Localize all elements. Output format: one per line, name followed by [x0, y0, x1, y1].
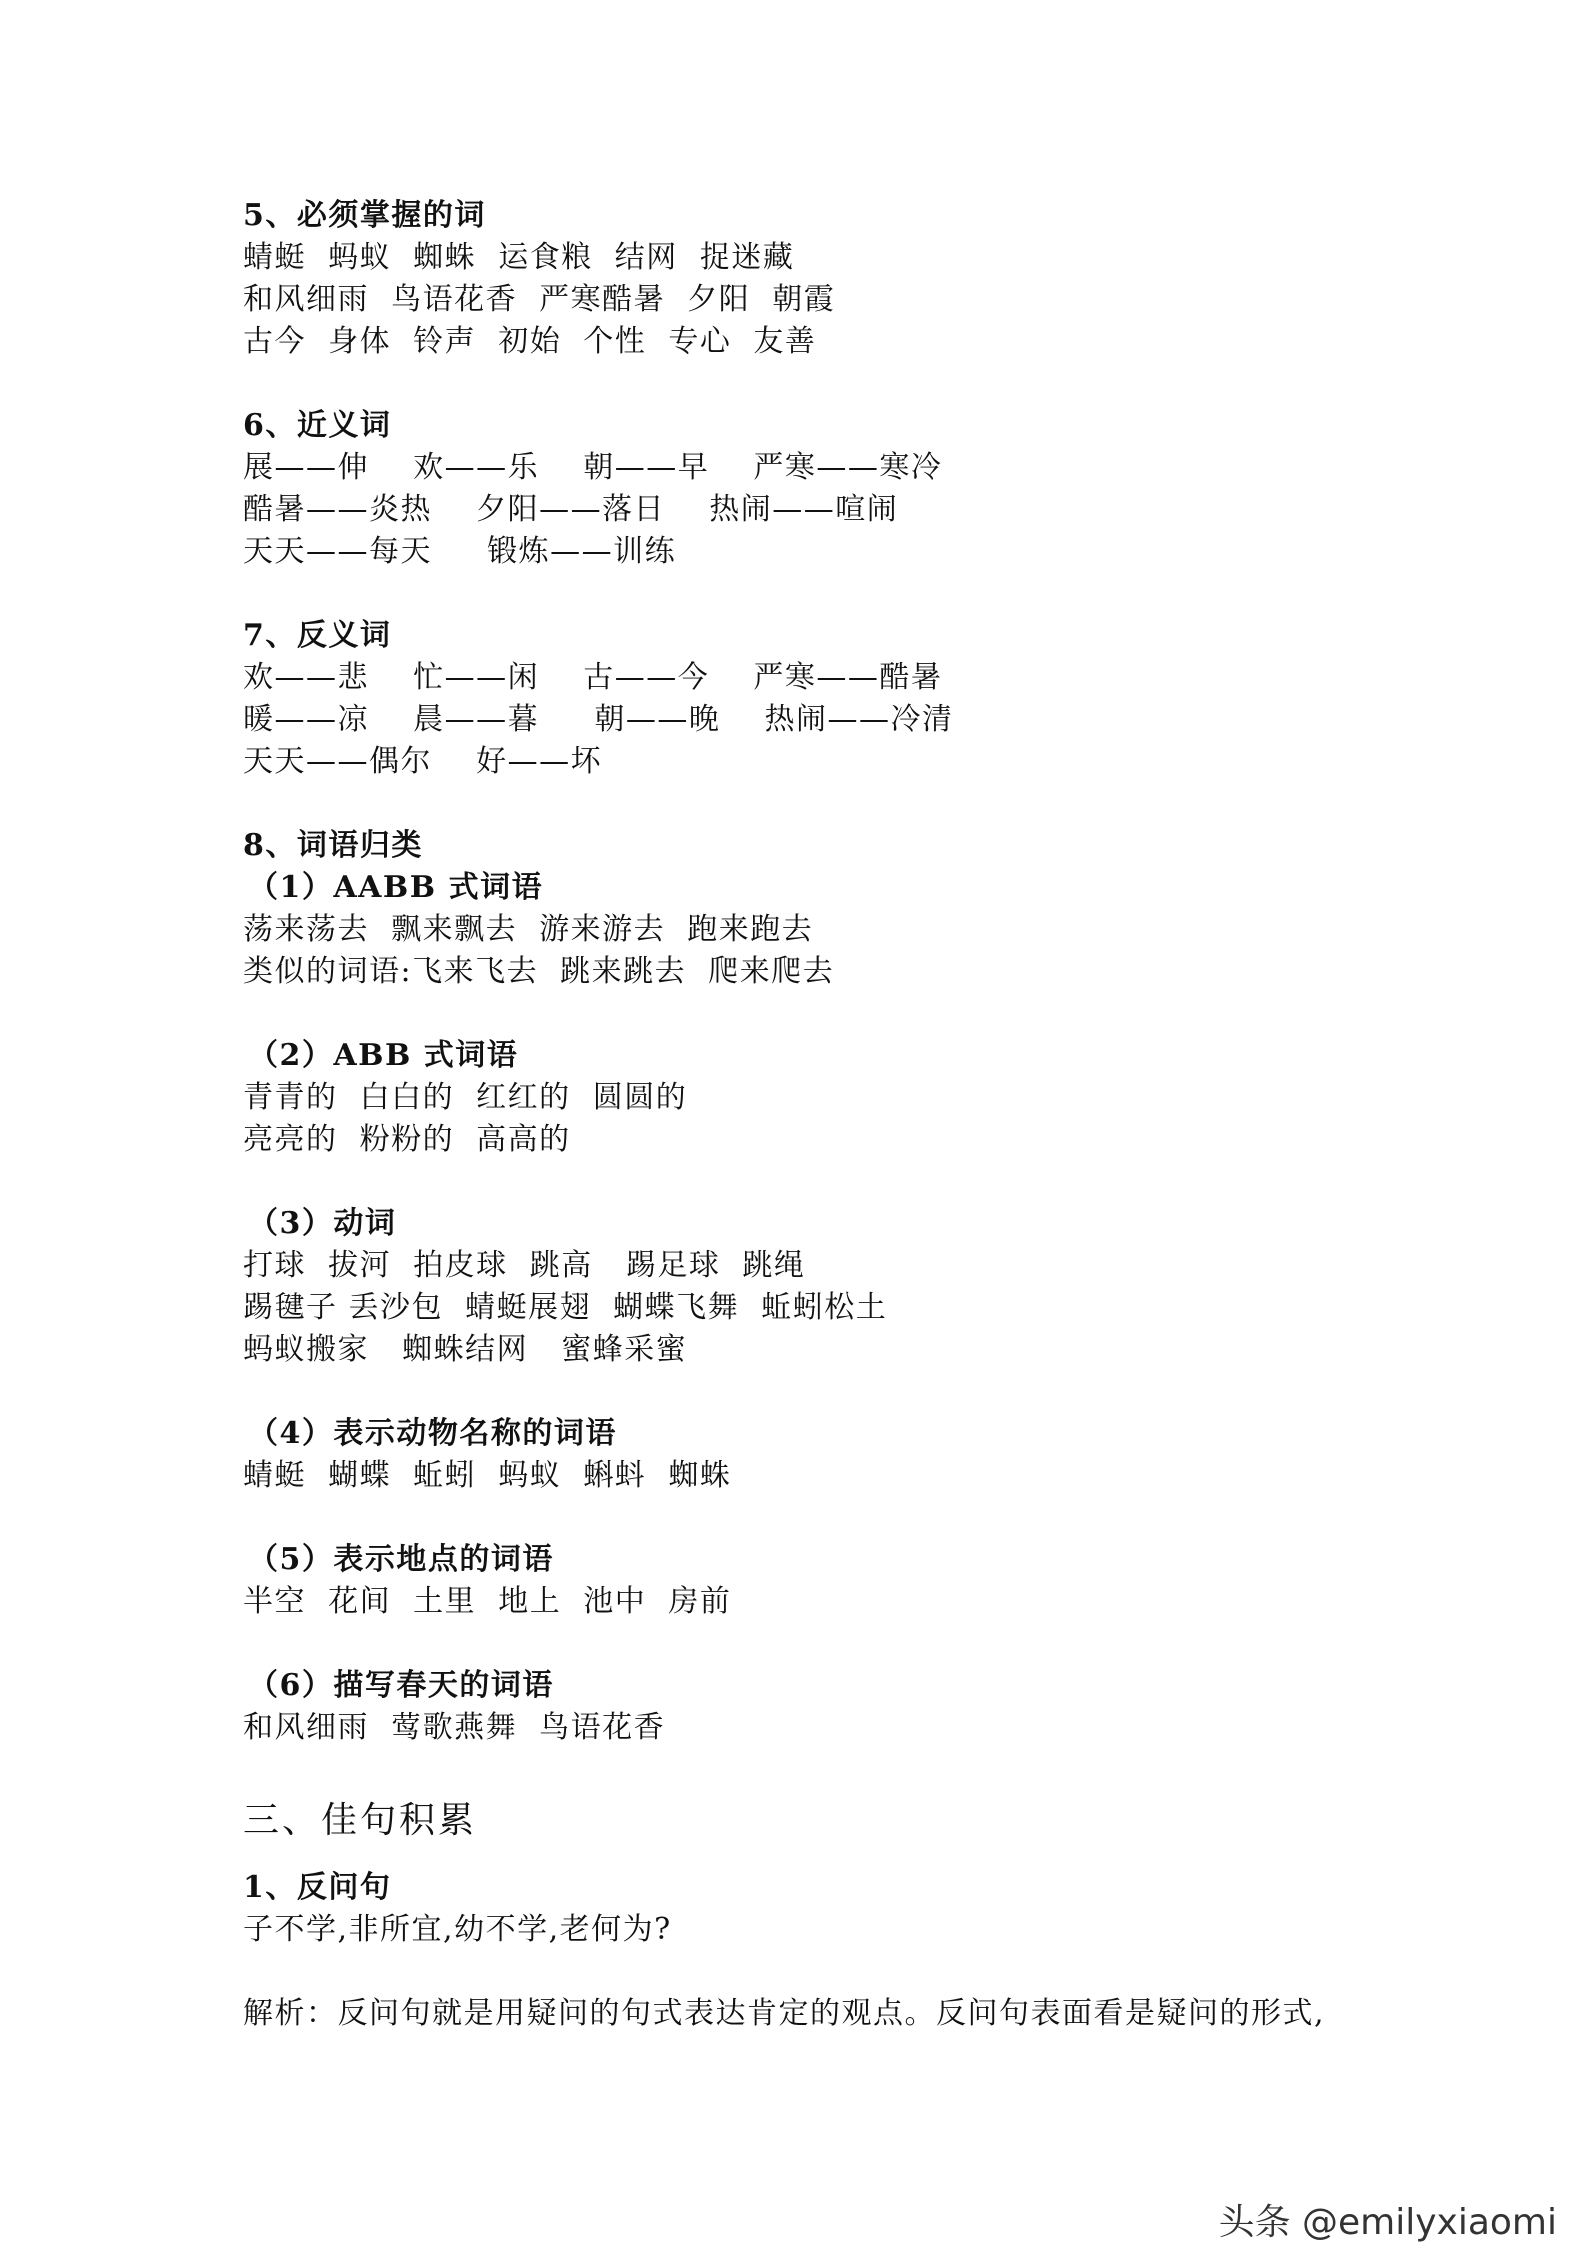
- subheading-animal-names: （4）表示动物名称的词语: [248, 1416, 617, 1451]
- word-line: 古今 身体 铃声 初始 个性 专心 友善: [243, 324, 817, 359]
- word-line: 蜻蜓 蚂蚁 蜘蛛 运食粮 结网 捉迷藏: [243, 240, 795, 275]
- word-line: 青青的 白白的 红红的 圆圆的: [243, 1080, 688, 1115]
- subheading-verbs: （3）动词: [248, 1206, 397, 1241]
- sentence-line: 子不学,非所宜,幼不学,老何为?: [243, 1912, 672, 1947]
- word-line: 蚂蚁搬家 蜘蛛结网 蜜蜂采蜜: [243, 1332, 688, 1367]
- subheading-spring-words: （6）描写春天的词语: [248, 1668, 554, 1703]
- word-line: 酷暑——炎热 夕阳——落日 热闹——喧闹: [243, 492, 899, 527]
- subheading-abb-words: （2）ABB 式词语: [248, 1038, 519, 1073]
- word-line: 蜻蜓 蝴蝶 蚯蚓 蚂蚁 蝌蚪 蜘蛛: [243, 1458, 732, 1493]
- word-line: 荡来荡去 飘来飘去 游来游去 跑来跑去: [243, 912, 814, 947]
- subheading-aabb-words: （1）AABB 式词语: [248, 870, 544, 905]
- word-line: 踢毽子 丢沙包 蜻蜓展翅 蝴蝶飞舞 蚯蚓松土: [243, 1290, 888, 1325]
- word-line: 亮亮的 粉粉的 高高的: [243, 1122, 571, 1157]
- word-line: 暖——凉 晨——暮 朝——晚 热闹——冷清: [243, 702, 954, 737]
- explanation-line: 解析：反问句就是用疑问的句式表达肯定的观点。反问句表面看是疑问的形式,: [243, 1996, 1326, 2031]
- word-line: 和风细雨 莺歌燕舞 鸟语花香: [243, 1710, 666, 1745]
- word-line: 展——伸 欢——乐 朝——早 严寒——寒冷: [243, 450, 943, 485]
- word-line: 和风细雨 鸟语花香 严寒酷暑 夕阳 朝霞: [243, 282, 836, 317]
- word-line: 打球 拔河 拍皮球 跳高 踢足球 跳绳: [243, 1248, 806, 1283]
- word-line: 欢——悲 忙——闲 古——今 严寒——酷暑: [243, 660, 943, 695]
- heading-5-must-master-words: 5、必须掌握的词: [243, 198, 486, 233]
- heading-7-antonyms: 7、反义词: [243, 618, 392, 653]
- word-line: 类似的词语:飞来飞去 跳来跳去 爬来爬去: [243, 954, 835, 989]
- word-line: 半空 花间 土里 地上 池中 房前: [243, 1584, 732, 1619]
- watermark: 头条 @emilyxiaomi: [1218, 2202, 1557, 2243]
- heading-1-rhetorical-question: 1、反问句: [243, 1870, 392, 1905]
- section-heading-good-sentences: 三、佳句积累: [243, 1800, 478, 1841]
- subheading-place-words: （5）表示地点的词语: [248, 1542, 554, 1577]
- heading-8-word-categories: 8、词语归类: [243, 828, 423, 863]
- heading-6-synonyms: 6、近义词: [243, 408, 392, 443]
- word-line: 天天——偶尔 好——坏: [243, 744, 603, 779]
- word-line: 天天——每天 锻炼——训练: [243, 534, 677, 569]
